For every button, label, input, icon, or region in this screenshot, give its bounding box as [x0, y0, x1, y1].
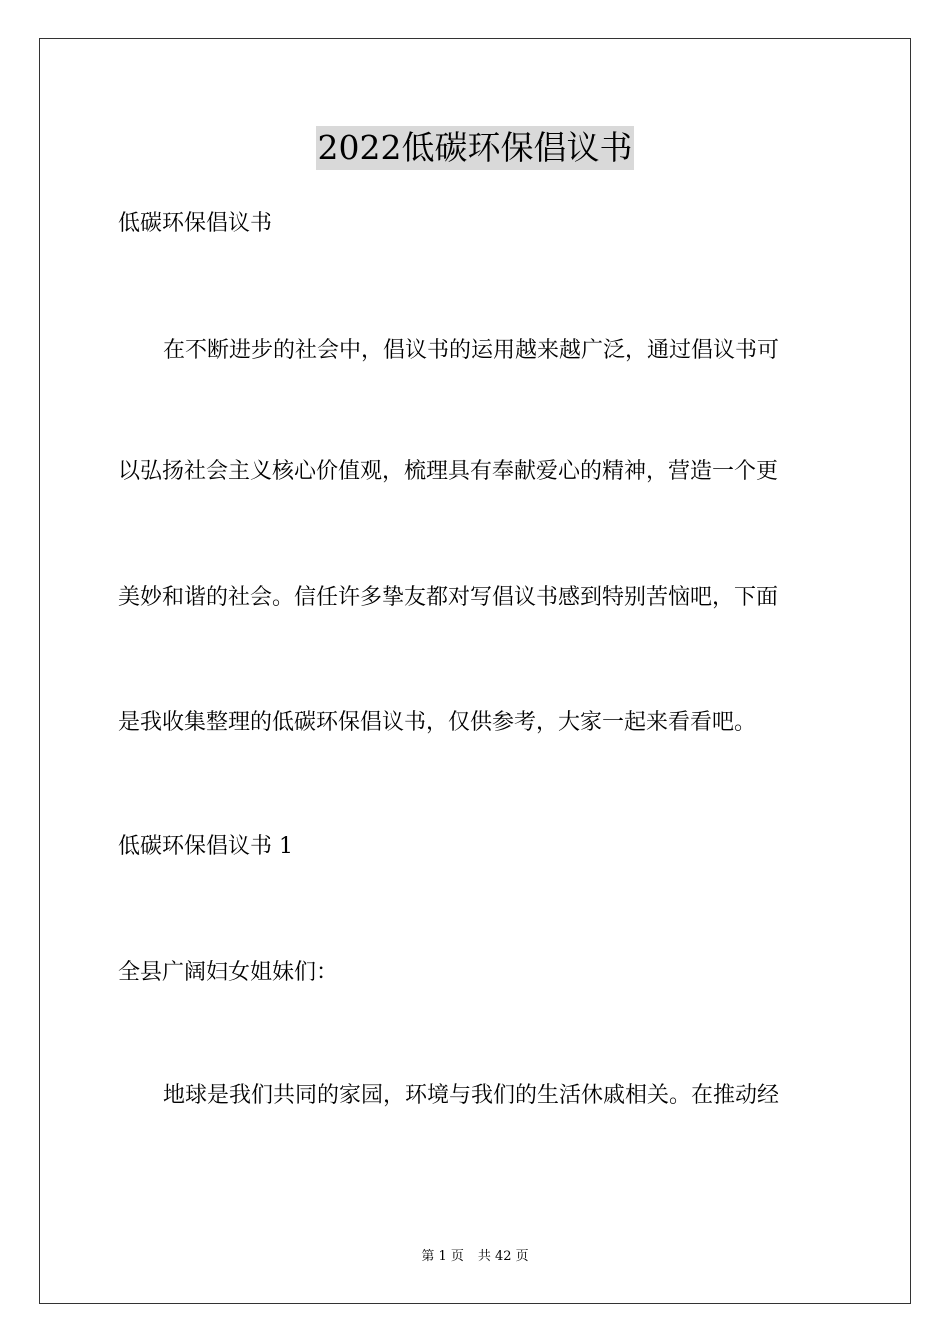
- page-total: 共 42 页: [477, 1249, 529, 1264]
- paragraph-line: 以弘扬社会主义核心价值观，梳理具有奉献爱心的精神，营造一个更: [118, 459, 779, 484]
- page-number: 第 1 页: [421, 1249, 464, 1264]
- section-heading: 低碳环保倡议书 1: [118, 834, 293, 859]
- subtitle-line: 低碳环保倡议书: [118, 211, 273, 236]
- document-title: 2022低碳环保倡议书: [316, 126, 635, 170]
- paragraph-line: 是我收集整理的低碳环保倡议书，仅供参考，大家一起来看看吧。: [118, 710, 757, 735]
- salutation-line: 全县广阔妇女姐妹们：: [118, 960, 339, 985]
- paragraph-line: 美妙和谐的社会。信任许多挚友都对写倡议书感到特别苦恼吧，下面: [118, 585, 779, 610]
- paragraph-line: 地球是我们共同的家园，环境与我们的生活休戚相关。在推动经: [163, 1083, 780, 1108]
- title-container: [0, 126, 950, 170]
- paragraph-line: 在不断进步的社会中，倡议书的运用越来越广泛，通过倡议书可: [163, 338, 780, 363]
- page-footer: [0, 1248, 950, 1266]
